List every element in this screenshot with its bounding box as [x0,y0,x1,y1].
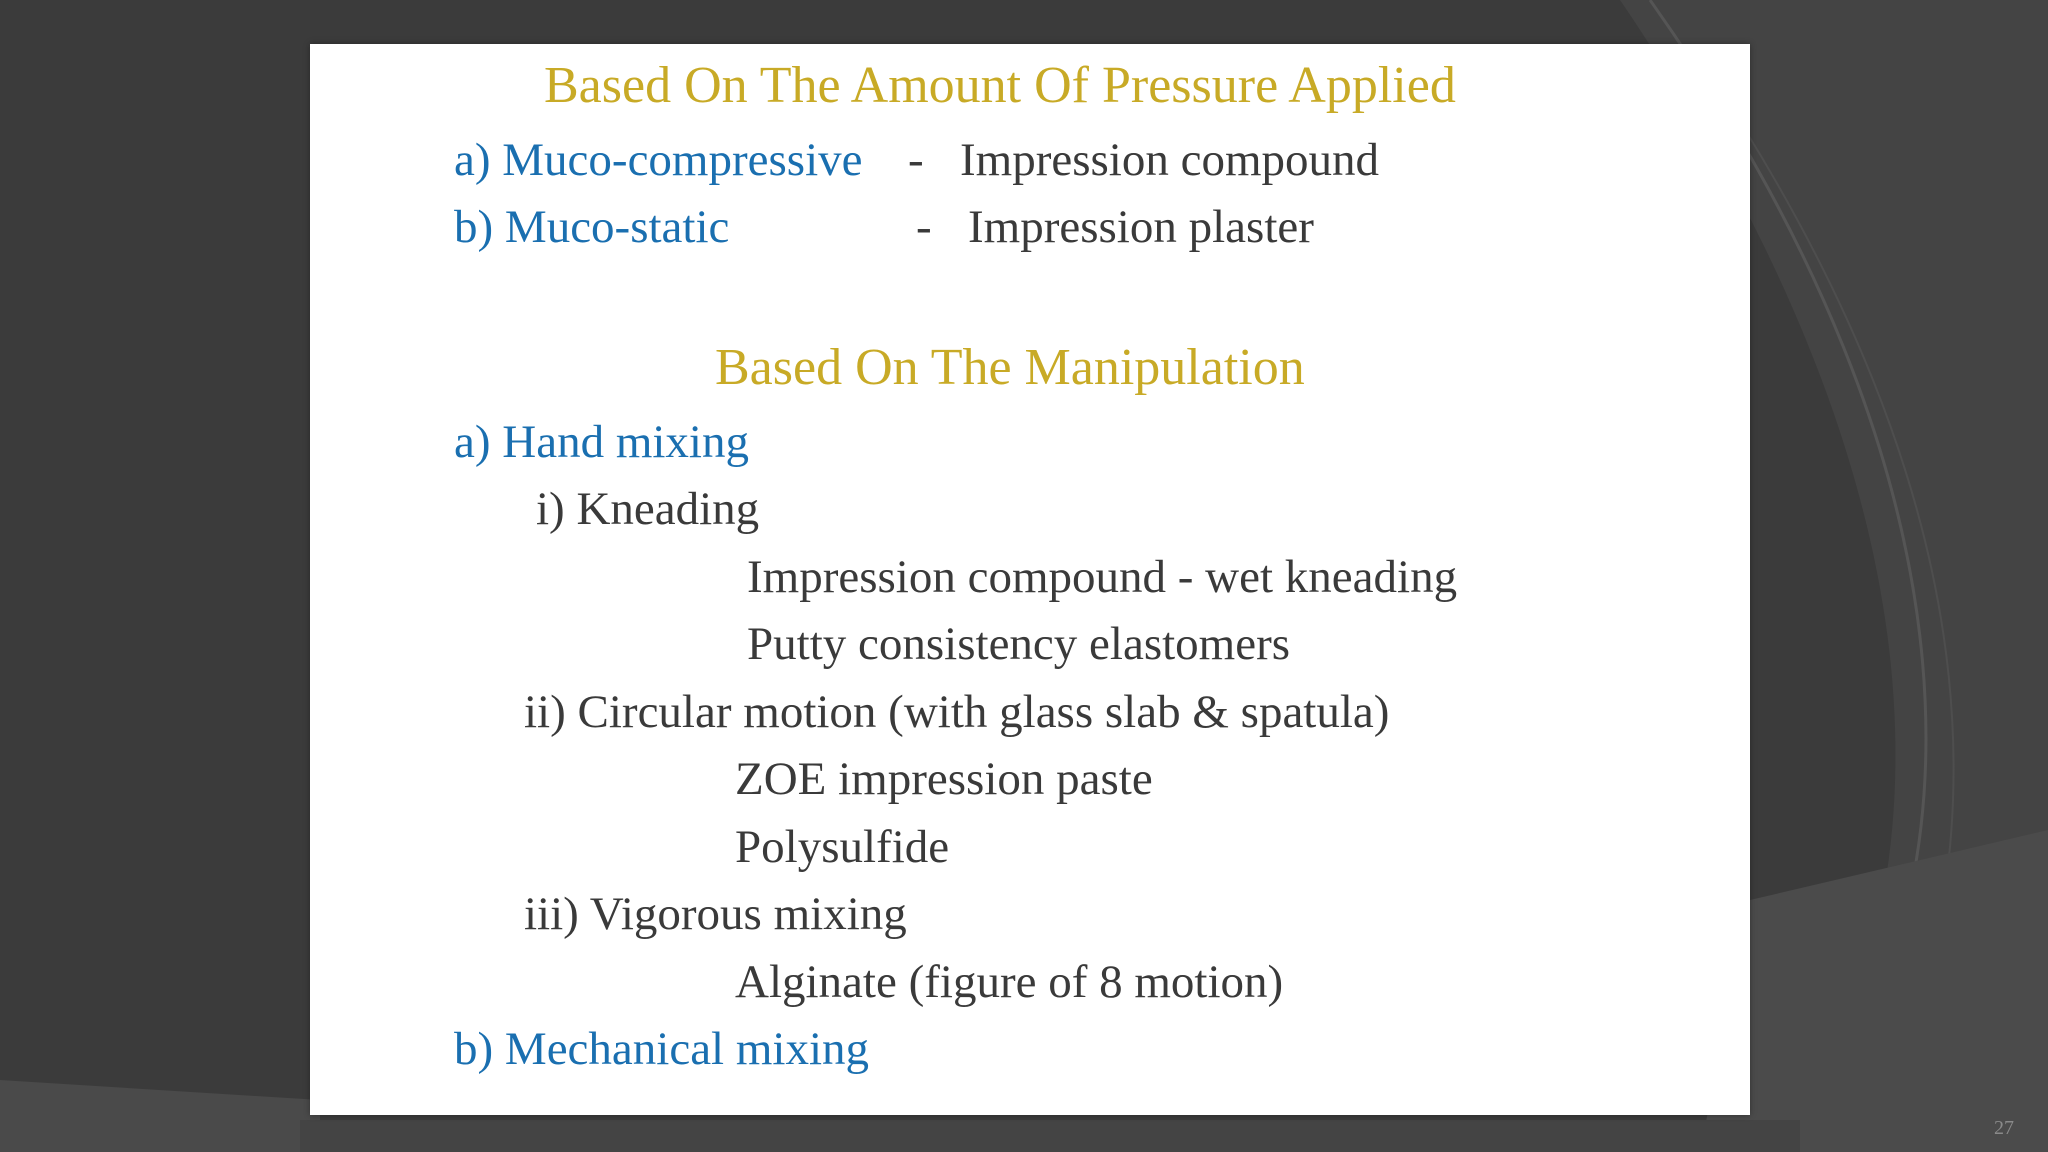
circular-motion-label: ii) Circular motion (with glass slab & spatula) [524,686,1390,738]
pressure-item-label: b) Muco-static [454,201,730,253]
kneading-material: Putty consistency elastomers [747,618,1291,670]
kneading-label: i) Kneading [536,483,760,535]
pressure-item-material: Impression plaster [968,201,1314,253]
circular-material: ZOE impression paste [735,753,1153,805]
kneading-material: Impression compound - wet kneading [747,551,1458,603]
slide-number: 27 [1994,1117,2014,1139]
heading-manipulation: Based On The Manipulation [715,339,1305,396]
vigorous-material: Alginate (figure of 8 motion) [735,956,1284,1008]
mechanical-mixing-label: b) Mechanical mixing [454,1023,870,1075]
pressure-item-material: Impression compound [960,134,1380,186]
pressure-item-dash: - [916,201,932,253]
vigorous-mixing-label: iii) Vigorous mixing [524,888,907,940]
hand-mixing-label: a) Hand mixing [454,416,749,468]
pressure-item-dash: - [908,134,924,186]
heading-pressure: Based On The Amount Of Pressure Applied [544,57,1456,114]
pressure-item-label: a) Muco-compressive [454,134,863,186]
slide-canvas [310,44,1750,1115]
circular-material: Polysulfide [735,821,950,873]
